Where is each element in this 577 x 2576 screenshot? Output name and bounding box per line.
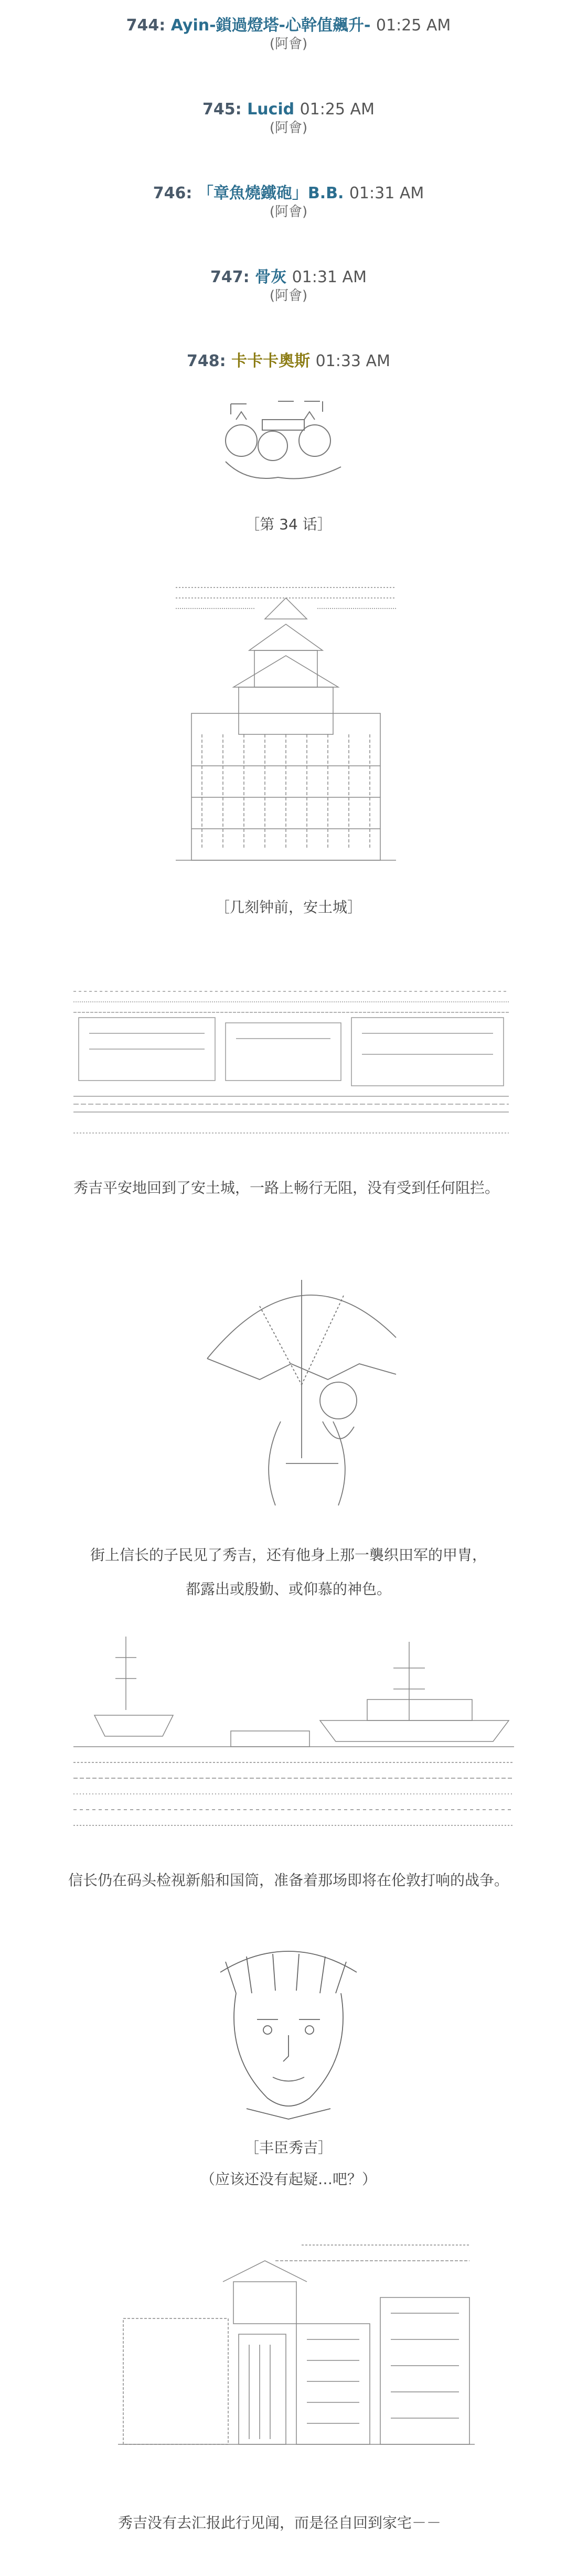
ascii-art-harbor xyxy=(73,1626,514,1846)
narration-2b: 都露出或殷勤、或仰慕的神色。 xyxy=(185,1580,391,1598)
comment-number: 745: xyxy=(202,100,242,119)
comment-author-link[interactable]: 骨灰 xyxy=(255,268,287,286)
comment-sub: (阿會) xyxy=(269,204,308,220)
comment-author-link[interactable]: 「章魚燒鐵砲」B.B. xyxy=(197,184,344,202)
comment-time: 01:33 AM xyxy=(315,352,390,370)
ascii-art-castle xyxy=(170,577,401,881)
comment-747 xyxy=(0,268,577,304)
character-thought: （应该还没有起疑…吧？） xyxy=(200,2171,377,2188)
ascii-art-town xyxy=(73,986,509,1143)
comment-time: 01:25 AM xyxy=(376,16,451,35)
comment-748 xyxy=(0,351,577,371)
comment-sub: (阿會) xyxy=(269,288,308,304)
comment-744 xyxy=(0,16,577,52)
comment-746 xyxy=(0,184,577,220)
character-name-tag: ［丰臣秀吉］ xyxy=(244,2139,333,2156)
comment-sub: (阿會) xyxy=(269,36,308,52)
narration-4: 秀吉没有去汇报此行见闻，而是径自回到家宅－－ xyxy=(118,2514,442,2531)
ascii-art-chibi xyxy=(199,388,378,493)
comment-author-link[interactable]: Lucid xyxy=(247,100,295,119)
comment-number: 744: xyxy=(126,16,166,35)
comment-number: 747: xyxy=(210,268,250,286)
scene-caption: ［几刻钟前，安土城］ xyxy=(215,899,362,916)
chapter-caption: ［第 34 话］ xyxy=(245,516,332,533)
ascii-art-cityscape xyxy=(118,2235,475,2460)
comment-745 xyxy=(0,100,577,136)
comment-number: 748: xyxy=(187,352,226,370)
comment-number: 746: xyxy=(153,184,193,202)
comment-time: 01:31 AM xyxy=(349,184,424,202)
comment-author-link[interactable]: 卡卡卡奧斯 xyxy=(231,352,311,370)
comment-time: 01:25 AM xyxy=(300,100,375,119)
narration-3: 信长仍在码头检视新船和国筒，准备着那场即将在伦敦打响的战争。 xyxy=(68,1872,509,1889)
ascii-art-portrait xyxy=(205,1941,372,2124)
narration-2a: 街上信长的子民见了秀吉，还有他身上那一襲织田军的甲胄， xyxy=(90,1546,487,1564)
comment-author-link[interactable]: Ayin-鎖過燈塔-心幹值飆升- xyxy=(170,16,371,35)
ascii-art-umbrella-figure xyxy=(197,1264,407,1516)
comment-time: 01:31 AM xyxy=(292,268,367,286)
narration-1: 秀吉平安地回到了安土城，一路上畅行无阻，没有受到任何阻拦。 xyxy=(73,1179,500,1196)
comment-sub: (阿會) xyxy=(269,120,308,136)
